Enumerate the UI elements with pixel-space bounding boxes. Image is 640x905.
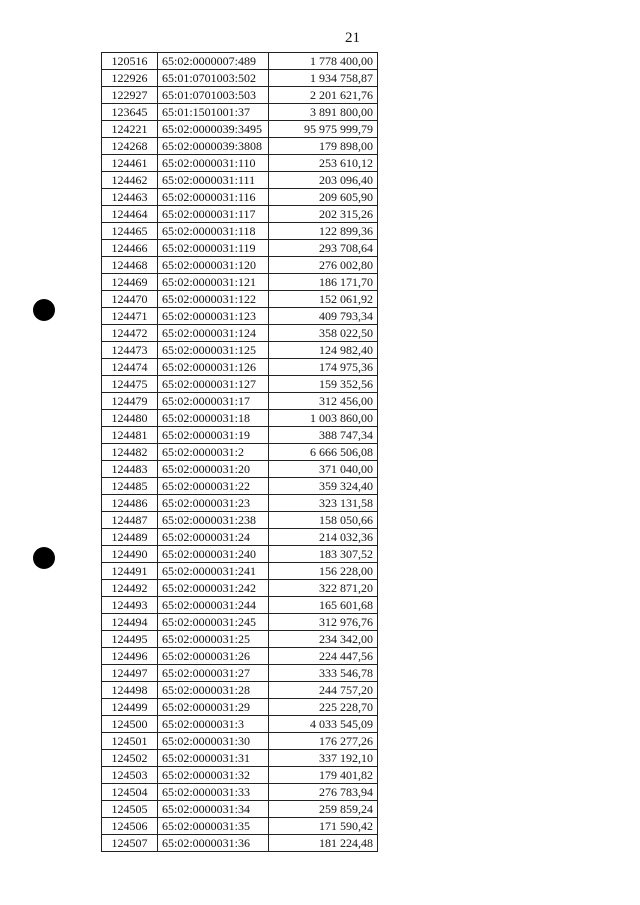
record-number-cell: 124505 xyxy=(102,801,158,818)
cadastral-number-cell: 65:01:0701003:503 xyxy=(158,87,269,104)
cadastral-value-cell: 224 447,56 xyxy=(269,648,378,665)
cadastral-number-cell: 65:02:0000031:24 xyxy=(158,529,269,546)
cadastral-value-cell: 202 315,26 xyxy=(269,206,378,223)
cadastral-number-cell: 65:02:0000031:120 xyxy=(158,257,269,274)
record-number-cell: 124501 xyxy=(102,733,158,750)
record-number-cell: 124479 xyxy=(102,393,158,410)
record-number-cell: 124493 xyxy=(102,597,158,614)
table-row xyxy=(102,410,378,427)
record-number-cell: 124498 xyxy=(102,682,158,699)
cadastral-value-cell: 174 975,36 xyxy=(269,359,378,376)
table-row xyxy=(102,682,378,699)
record-number-cell: 124492 xyxy=(102,580,158,597)
cadastral-value-cell: 1 003 860,00 xyxy=(269,410,378,427)
table-row xyxy=(102,274,378,291)
record-number-cell: 120516 xyxy=(102,53,158,70)
cadastral-value-cell: 214 032,36 xyxy=(269,529,378,546)
cadastral-value-cell: 4 033 545,09 xyxy=(269,716,378,733)
record-number-cell: 124480 xyxy=(102,410,158,427)
cadastral-value-cell: 124 982,40 xyxy=(269,342,378,359)
table-row xyxy=(102,580,378,597)
cadastral-number-cell: 65:02:0000031:23 xyxy=(158,495,269,512)
cadastral-number-cell: 65:02:0000031:118 xyxy=(158,223,269,240)
cadastral-number-cell: 65:02:0000031:3 xyxy=(158,716,269,733)
cadastral-value-cell: 244 757,20 xyxy=(269,682,378,699)
cadastral-value-cell: 6 666 506,08 xyxy=(269,444,378,461)
table-row xyxy=(102,461,378,478)
table-row xyxy=(102,121,378,138)
cadastral-value-cell: 276 783,94 xyxy=(269,784,378,801)
cadastral-number-cell: 65:02:0000031:27 xyxy=(158,665,269,682)
cadastral-number-cell: 65:02:0000031:18 xyxy=(158,410,269,427)
cadastral-value-cell: 183 307,52 xyxy=(269,546,378,563)
cadastral-value-cell: 158 050,66 xyxy=(269,512,378,529)
record-number-cell: 124463 xyxy=(102,189,158,206)
cadastral-number-cell: 65:01:0701003:502 xyxy=(158,70,269,87)
table-row xyxy=(102,291,378,308)
record-number-cell: 124507 xyxy=(102,835,158,852)
cadastral-value-cell: 312 976,76 xyxy=(269,614,378,631)
cadastral-value-cell: 225 228,70 xyxy=(269,699,378,716)
cadastral-number-cell: 65:02:0000031:32 xyxy=(158,767,269,784)
cadastral-value-cell: 203 096,40 xyxy=(269,172,378,189)
table-row xyxy=(102,104,378,121)
table-row xyxy=(102,359,378,376)
table-row xyxy=(102,835,378,852)
record-number-cell: 123645 xyxy=(102,104,158,121)
cadastral-number-cell: 65:02:0000031:26 xyxy=(158,648,269,665)
table-row xyxy=(102,512,378,529)
record-number-cell: 124473 xyxy=(102,342,158,359)
table-row xyxy=(102,240,378,257)
cadastral-value-cell: 259 859,24 xyxy=(269,801,378,818)
cadastral-number-cell: 65:02:0000031:240 xyxy=(158,546,269,563)
table-row xyxy=(102,393,378,410)
table-row xyxy=(102,376,378,393)
record-number-cell: 124491 xyxy=(102,563,158,580)
cadastral-number-cell: 65:02:0000031:124 xyxy=(158,325,269,342)
table-row xyxy=(102,308,378,325)
table-row xyxy=(102,70,378,87)
cadastral-value-cell: 337 192,10 xyxy=(269,750,378,767)
record-number-cell: 124504 xyxy=(102,784,158,801)
cadastral-number-cell: 65:02:0000031:123 xyxy=(158,308,269,325)
cadastral-number-cell: 65:02:0000039:3495 xyxy=(158,121,269,138)
cadastral-number-cell: 65:02:0000031:244 xyxy=(158,597,269,614)
cadastral-number-cell: 65:02:0000031:19 xyxy=(158,427,269,444)
record-number-cell: 124489 xyxy=(102,529,158,546)
cadastral-value-cell: 322 871,20 xyxy=(269,580,378,597)
table-row xyxy=(102,784,378,801)
table-row xyxy=(102,733,378,750)
cadastral-value-cell: 358 022,50 xyxy=(269,325,378,342)
record-number-cell: 124487 xyxy=(102,512,158,529)
cadastral-number-cell: 65:02:0000031:22 xyxy=(158,478,269,495)
table-row xyxy=(102,767,378,784)
cadastral-number-cell: 65:02:0000031:126 xyxy=(158,359,269,376)
cadastral-value-cell: 156 228,00 xyxy=(269,563,378,580)
table-row xyxy=(102,699,378,716)
table-row xyxy=(102,206,378,223)
record-number-cell: 124495 xyxy=(102,631,158,648)
table-row xyxy=(102,172,378,189)
record-number-cell: 124503 xyxy=(102,767,158,784)
table-row xyxy=(102,257,378,274)
table-row xyxy=(102,138,378,155)
cadastral-number-cell: 65:02:0000031:127 xyxy=(158,376,269,393)
cadastral-value-cell: 253 610,12 xyxy=(269,155,378,172)
table-row xyxy=(102,665,378,682)
cadastral-value-cell: 181 224,48 xyxy=(269,835,378,852)
cadastral-value-cell: 2 201 621,76 xyxy=(269,87,378,104)
table-row xyxy=(102,325,378,342)
table-row xyxy=(102,342,378,359)
cadastral-number-cell: 65:02:0000031:238 xyxy=(158,512,269,529)
cadastral-value-cell: 409 793,34 xyxy=(269,308,378,325)
cadastral-value-cell: 293 708,64 xyxy=(269,240,378,257)
table-row xyxy=(102,614,378,631)
cadastral-value-cell: 1 934 758,87 xyxy=(269,70,378,87)
table-row xyxy=(102,801,378,818)
punch-hole-mark xyxy=(33,547,55,569)
record-number-cell: 124482 xyxy=(102,444,158,461)
table-body xyxy=(102,53,378,852)
cadastral-number-cell: 65:02:0000031:25 xyxy=(158,631,269,648)
cadastral-number-cell: 65:02:0000031:31 xyxy=(158,750,269,767)
cadastral-value-cell: 159 352,56 xyxy=(269,376,378,393)
cadastral-number-cell: 65:02:0000031:35 xyxy=(158,818,269,835)
cadastral-number-cell: 65:02:0000031:2 xyxy=(158,444,269,461)
registry-table xyxy=(101,52,378,852)
cadastral-number-cell: 65:02:0000031:245 xyxy=(158,614,269,631)
record-number-cell: 124485 xyxy=(102,478,158,495)
record-number-cell: 124466 xyxy=(102,240,158,257)
table-row xyxy=(102,563,378,580)
record-number-cell: 122927 xyxy=(102,87,158,104)
table-row xyxy=(102,223,378,240)
cadastral-number-cell: 65:02:0000031:29 xyxy=(158,699,269,716)
cadastral-value-cell: 234 342,00 xyxy=(269,631,378,648)
cadastral-value-cell: 171 590,42 xyxy=(269,818,378,835)
cadastral-value-cell: 312 456,00 xyxy=(269,393,378,410)
cadastral-value-cell: 359 324,40 xyxy=(269,478,378,495)
record-number-cell: 124268 xyxy=(102,138,158,155)
table-row xyxy=(102,427,378,444)
record-number-cell: 124461 xyxy=(102,155,158,172)
cadastral-number-cell: 65:02:0000031:30 xyxy=(158,733,269,750)
cadastral-value-cell: 95 975 999,79 xyxy=(269,121,378,138)
table-row xyxy=(102,529,378,546)
cadastral-number-cell: 65:02:0000031:242 xyxy=(158,580,269,597)
cadastral-value-cell: 388 747,34 xyxy=(269,427,378,444)
cadastral-number-cell: 65:02:0000031:111 xyxy=(158,172,269,189)
record-number-cell: 124502 xyxy=(102,750,158,767)
record-number-cell: 124462 xyxy=(102,172,158,189)
record-number-cell: 124506 xyxy=(102,818,158,835)
page-number: 21 xyxy=(345,30,360,46)
record-number-cell: 124496 xyxy=(102,648,158,665)
record-number-cell: 124468 xyxy=(102,257,158,274)
cadastral-number-cell: 65:02:0000031:36 xyxy=(158,835,269,852)
punch-hole-mark xyxy=(33,299,55,321)
table-row xyxy=(102,716,378,733)
cadastral-number-cell: 65:02:0000031:121 xyxy=(158,274,269,291)
cadastral-number-cell: 65:01:1501001:37 xyxy=(158,104,269,121)
cadastral-value-cell: 371 040,00 xyxy=(269,461,378,478)
record-number-cell: 124481 xyxy=(102,427,158,444)
cadastral-number-cell: 65:02:0000031:117 xyxy=(158,206,269,223)
table-row xyxy=(102,597,378,614)
table-row xyxy=(102,444,378,461)
record-number-cell: 124470 xyxy=(102,291,158,308)
cadastral-number-cell: 65:02:0000031:116 xyxy=(158,189,269,206)
table-row xyxy=(102,750,378,767)
table-row xyxy=(102,87,378,104)
table-row xyxy=(102,546,378,563)
cadastral-number-cell: 65:02:0000031:110 xyxy=(158,155,269,172)
record-number-cell: 124486 xyxy=(102,495,158,512)
cadastral-value-cell: 179 898,00 xyxy=(269,138,378,155)
record-number-cell: 124474 xyxy=(102,359,158,376)
record-number-cell: 124221 xyxy=(102,121,158,138)
table-row xyxy=(102,478,378,495)
table-row xyxy=(102,495,378,512)
cadastral-value-cell: 176 277,26 xyxy=(269,733,378,750)
record-number-cell: 124469 xyxy=(102,274,158,291)
cadastral-value-cell: 333 546,78 xyxy=(269,665,378,682)
record-number-cell: 124490 xyxy=(102,546,158,563)
cadastral-number-cell: 65:02:0000031:241 xyxy=(158,563,269,580)
cadastral-number-cell: 65:02:0000039:3808 xyxy=(158,138,269,155)
record-number-cell: 124497 xyxy=(102,665,158,682)
table-row xyxy=(102,648,378,665)
table-row xyxy=(102,155,378,172)
cadastral-value-cell: 323 131,58 xyxy=(269,495,378,512)
cadastral-number-cell: 65:02:0000031:17 xyxy=(158,393,269,410)
record-number-cell: 122926 xyxy=(102,70,158,87)
cadastral-number-cell: 65:02:0000031:122 xyxy=(158,291,269,308)
table-row xyxy=(102,189,378,206)
table-row xyxy=(102,818,378,835)
cadastral-number-cell: 65:02:0000031:34 xyxy=(158,801,269,818)
record-number-cell: 124500 xyxy=(102,716,158,733)
cadastral-number-cell: 65:02:0000031:28 xyxy=(158,682,269,699)
cadastral-number-cell: 65:02:0000031:33 xyxy=(158,784,269,801)
cadastral-value-cell: 186 171,70 xyxy=(269,274,378,291)
cadastral-value-cell: 276 002,80 xyxy=(269,257,378,274)
record-number-cell: 124475 xyxy=(102,376,158,393)
cadastral-number-cell: 65:02:0000031:125 xyxy=(158,342,269,359)
cadastral-value-cell: 1 778 400,00 xyxy=(269,53,378,70)
cadastral-value-cell: 122 899,36 xyxy=(269,223,378,240)
cadastral-value-cell: 152 061,92 xyxy=(269,291,378,308)
table-row xyxy=(102,631,378,648)
table-row xyxy=(102,53,378,70)
cadastral-value-cell: 209 605,90 xyxy=(269,189,378,206)
cadastral-value-cell: 179 401,82 xyxy=(269,767,378,784)
record-number-cell: 124471 xyxy=(102,308,158,325)
record-number-cell: 124464 xyxy=(102,206,158,223)
cadastral-number-cell: 65:02:0000031:20 xyxy=(158,461,269,478)
cadastral-number-cell: 65:02:0000007:489 xyxy=(158,53,269,70)
cadastral-value-cell: 3 891 800,00 xyxy=(269,104,378,121)
record-number-cell: 124499 xyxy=(102,699,158,716)
record-number-cell: 124494 xyxy=(102,614,158,631)
cadastral-number-cell: 65:02:0000031:119 xyxy=(158,240,269,257)
cadastral-value-cell: 165 601,68 xyxy=(269,597,378,614)
record-number-cell: 124465 xyxy=(102,223,158,240)
record-number-cell: 124483 xyxy=(102,461,158,478)
record-number-cell: 124472 xyxy=(102,325,158,342)
